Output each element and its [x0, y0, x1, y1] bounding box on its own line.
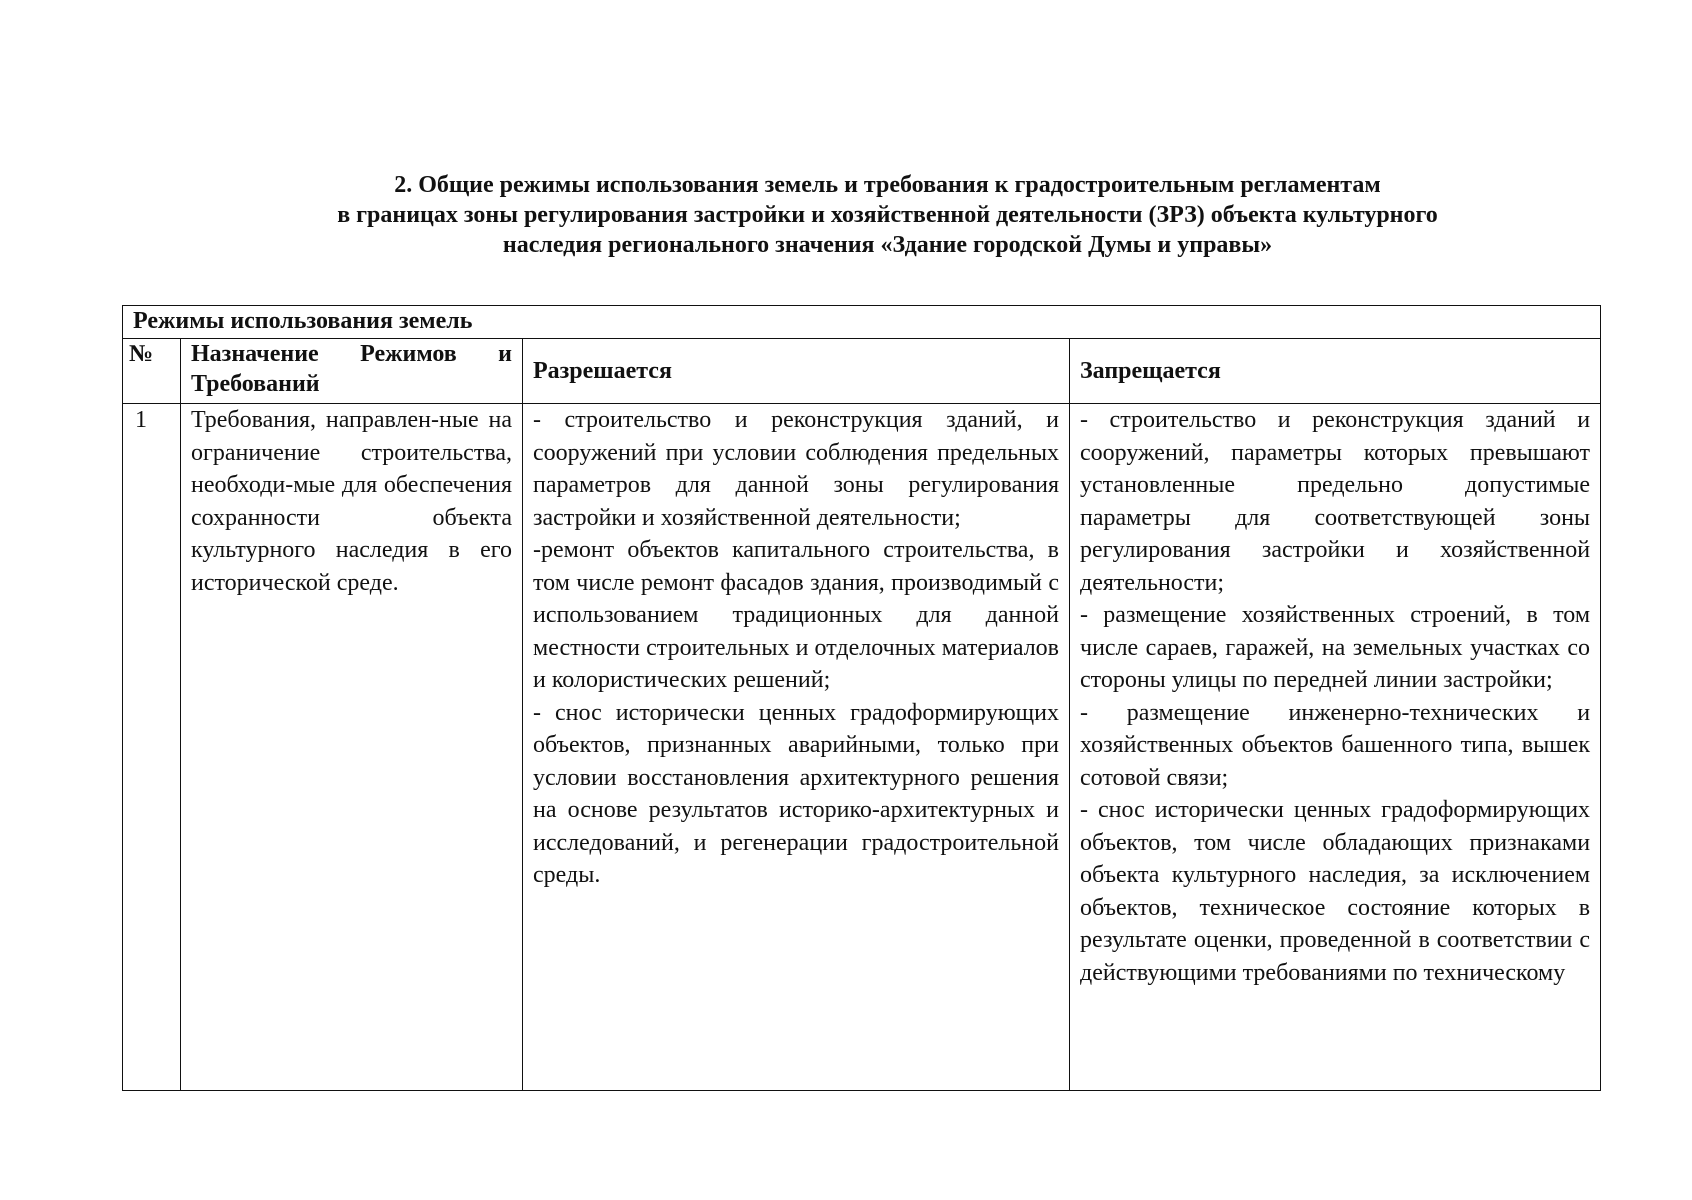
section-header-cell: Режимы использования земель: [123, 306, 1601, 339]
row-number: 1: [123, 404, 181, 1091]
header-number: №: [123, 339, 181, 404]
header-allowed: Разрешается: [523, 339, 1070, 404]
row-purpose: Требования, направлен-ные на ограничение строительства, необходи-мые для обеспечения сохранности объекта культурного наследия в его исторической среде.: [181, 404, 523, 1091]
row-prohibited: [1070, 404, 1601, 1091]
title-line-3: наследия регионального значения «Здание городской Думы и управы»: [502, 232, 1273, 258]
allowed-item: - строительство и реконструкция зданий, и сооружений при условии соблюдения предельных параметров для данной зоны регулирования застройки и хозяйственной деятельности;: [533, 407, 1059, 531]
land-use-regimes-table: [122, 305, 1601, 1091]
title-line-1: 2. Общие режимы использования земель и требования к градостроительным регламентам: [394, 172, 1381, 198]
prohibited-item: - строительство и реконструкция зданий и сооружений, параметры которых превышают установленные предельно допустимые параметры для соответствующей зоны регулирования застройки и хозяйственной деятельности;: [1080, 407, 1591, 596]
prohibited-item: - снос исторически ценных градоформирующих объектов, том числе обладающих признаками объекта культурного наследия, за исключением объектов, техническое состояние которых в результате оценки, проведенной в соответствии с действующими требованиями по техническому: [1080, 797, 1591, 986]
table-row: [123, 404, 1601, 1091]
header-purpose: Назначение Режимов и Требований: [181, 339, 523, 404]
prohibited-item: - размещение инженерно-технических и хозяйственных объектов башенного типа, вышек сотовой связи;: [1080, 699, 1591, 791]
title-line-2: в границах зоны регулирования застройки и хозяйственной деятельности (ЗРЗ) объекта культурного: [337, 202, 1438, 228]
prohibited-item: - размещение хозяйственных строений, в том числе сараев, гаражей, на земельных участках со стороны улицы по передней линии застройки;: [1080, 602, 1591, 693]
section-header-row: [123, 306, 1601, 339]
header-prohibited: Запрещается: [1070, 339, 1601, 404]
allowed-item: -ремонт объектов капитального строительства, в том числе ремонт фасадов здания, производимый с использованием традиционных для данной местности строительных и отделочных материалов и колористических решений;: [533, 537, 1059, 693]
column-header-row: [123, 339, 1601, 404]
document-title: [190, 170, 1585, 260]
row-allowed: [523, 404, 1070, 1091]
allowed-item: - снос исторически ценных градоформирующих объектов, признанных аварийными, только при условии восстановления архитектурного решения на основе результатов историко-архитектурных и исследований, и регенерации градостроительной среды.: [533, 699, 1059, 888]
